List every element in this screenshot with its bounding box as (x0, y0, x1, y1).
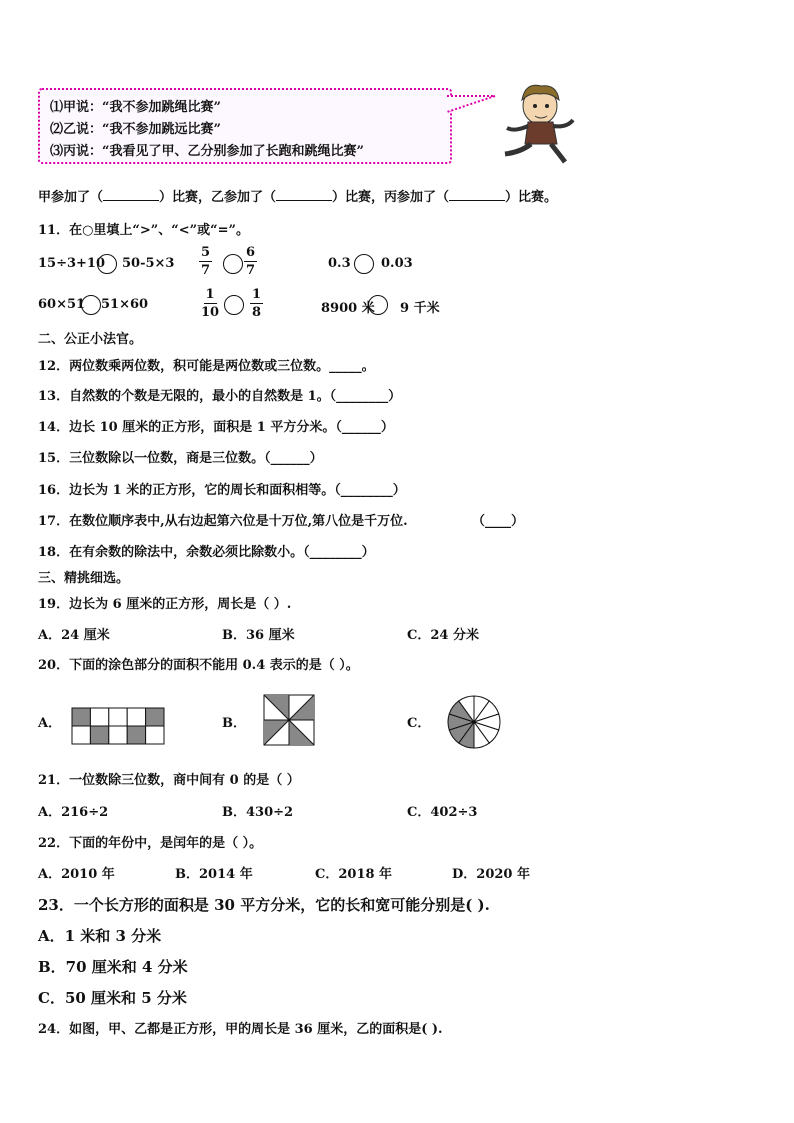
q11-expr-1c: 0.3 (328, 256, 351, 271)
q23-stem: 23．一个长方形的面积是 30 平方分米，它的长和宽可能分别是( ). (38, 896, 490, 914)
compare-circle[interactable] (224, 295, 244, 315)
q11-expr-1d: 0.03 (381, 256, 413, 271)
fraction-6-7: $\frac{6}{7}$ (246, 245, 256, 278)
compare-circle[interactable] (223, 254, 243, 274)
grid-cell (109, 726, 127, 744)
q10-blank-1[interactable] (103, 188, 159, 201)
grid-cell (146, 726, 164, 744)
q20-square-figure (263, 694, 315, 746)
q20-stem: 20．下面的涂色部分的面积不能用 0.4 表示的是（ ）。 (38, 658, 359, 673)
q20-option-c[interactable]: C． (407, 716, 431, 731)
section-3-heading: 三、精挑细选。 (38, 571, 130, 586)
q17-answer-blank[interactable]: （____） (472, 514, 525, 529)
q22-option-c[interactable]: C．2018 年 (315, 867, 393, 882)
q21-option-c[interactable]: C．402÷3 (407, 805, 478, 820)
q10-blank-2[interactable] (276, 188, 332, 201)
speech-bubble (38, 88, 452, 164)
bubble-line-1: ⑴甲说：“我不参加跳绳比赛” (50, 100, 221, 115)
q11-title: 11．在○里填上“>”、“<”或“=”。 (38, 223, 249, 238)
q14: 14．边长 10 厘米的正方形，面积是 1 平方分米。（______） (38, 420, 394, 435)
q10-line (38, 186, 557, 205)
q21-option-b[interactable]: B．430÷2 (222, 805, 294, 820)
q20-grid-figure (71, 707, 165, 745)
q19-option-a[interactable]: A．24 厘米 (38, 628, 110, 643)
q19-stem: 19．边长为 6 厘米的正方形，周长是（ ）. (38, 597, 292, 612)
q20-option-a[interactable]: A． (38, 716, 62, 731)
q11-expr-1a: 15÷3+10 (38, 256, 106, 271)
q18: 18．在有余数的除法中，余数必须比除数小。（________） (38, 545, 375, 560)
q20-circle-figure (446, 694, 502, 750)
grid-cell (127, 726, 145, 744)
grid-cell (90, 708, 108, 726)
grid-cell (90, 726, 108, 744)
grid-cell (127, 708, 145, 726)
q10-text-d: ）比赛。 (505, 190, 558, 205)
q10-blank-3[interactable] (449, 188, 505, 201)
q15: 15．三位数除以一位数，商是三位数。（______） (38, 451, 323, 466)
compare-circle[interactable] (354, 254, 374, 274)
q21-option-a[interactable]: A．216÷2 (38, 805, 109, 820)
q23-option-b[interactable]: B．70 厘米和 4 分米 (38, 958, 188, 976)
bubble-line-2: ⑵乙说：“我不参加跳远比赛” (50, 122, 221, 137)
q11-expr-2d: 9 千米 (400, 301, 440, 316)
bubble-tail (445, 92, 497, 114)
grid-cell (146, 708, 164, 726)
q24-stem: 24．如图，甲、乙都是正方形，甲的周长是 36 厘米，乙的面积是( ). (38, 1022, 443, 1037)
q21-stem: 21．一位数除三位数，商中间有 0 的是（ ） (38, 773, 300, 788)
q22-stem: 22．下面的年份中，是闰年的是（ ）。 (38, 836, 263, 851)
q19-option-b[interactable]: B．36 厘米 (222, 628, 295, 643)
q19-option-c[interactable]: C．24 分米 (407, 628, 479, 643)
q23-option-c[interactable]: C．50 厘米和 5 分米 (38, 989, 187, 1007)
q23-option-a[interactable]: A．1 米和 3 分米 (38, 927, 162, 945)
q22-option-d[interactable]: D．2020 年 (452, 867, 530, 882)
section-2-heading: 二、公正小法官。 (38, 332, 143, 347)
fraction-1-8: $\frac{1}{8}$ (252, 287, 262, 320)
q11-expr-1b: 50-5×3 (122, 256, 175, 271)
fraction-1-10: $\frac{1}{10}$ (201, 287, 220, 320)
q17: 17．在数位顺序表中,从右边起第六位是十万位,第八位是千万位. (38, 514, 408, 529)
grid-cell (72, 726, 90, 744)
q22-option-b[interactable]: B．2014 年 (175, 867, 253, 882)
q10-text-c: ）比赛，丙参加了（ (332, 190, 450, 205)
q20-option-b[interactable]: B． (222, 716, 246, 731)
bubble-line-3: ⑶丙说：“我看见了甲、乙分别参加了长跑和跳绳比赛” (50, 144, 364, 159)
fraction-5-7: $\frac{5}{7}$ (201, 245, 211, 278)
q16: 16．边长为 1 米的正方形，它的周长和面积相等。（________） (38, 483, 406, 498)
q10-text-b: ）比赛，乙参加了（ (159, 190, 277, 205)
q11-expr-2a: 60×51 (38, 297, 86, 312)
q11-expr-2c: 8900 米 (321, 301, 375, 316)
q11-expr-2b: 51×60 (101, 297, 149, 312)
q10-text-a: 甲参加了（ (38, 190, 104, 205)
running-boy-illustration (495, 80, 585, 166)
compare-circle[interactable] (368, 295, 388, 315)
q13: 13．自然数的个数是无限的，最小的自然数是 1。（________） (38, 389, 402, 404)
q12: 12．两位数乘两位数，积可能是两位数或三位数。_____。 (38, 359, 375, 374)
grid-cell (109, 708, 127, 726)
compare-circle[interactable] (97, 254, 117, 274)
compare-circle[interactable] (81, 295, 101, 315)
grid-cell (72, 708, 90, 726)
q22-option-a[interactable]: A．2010 年 (38, 867, 115, 882)
